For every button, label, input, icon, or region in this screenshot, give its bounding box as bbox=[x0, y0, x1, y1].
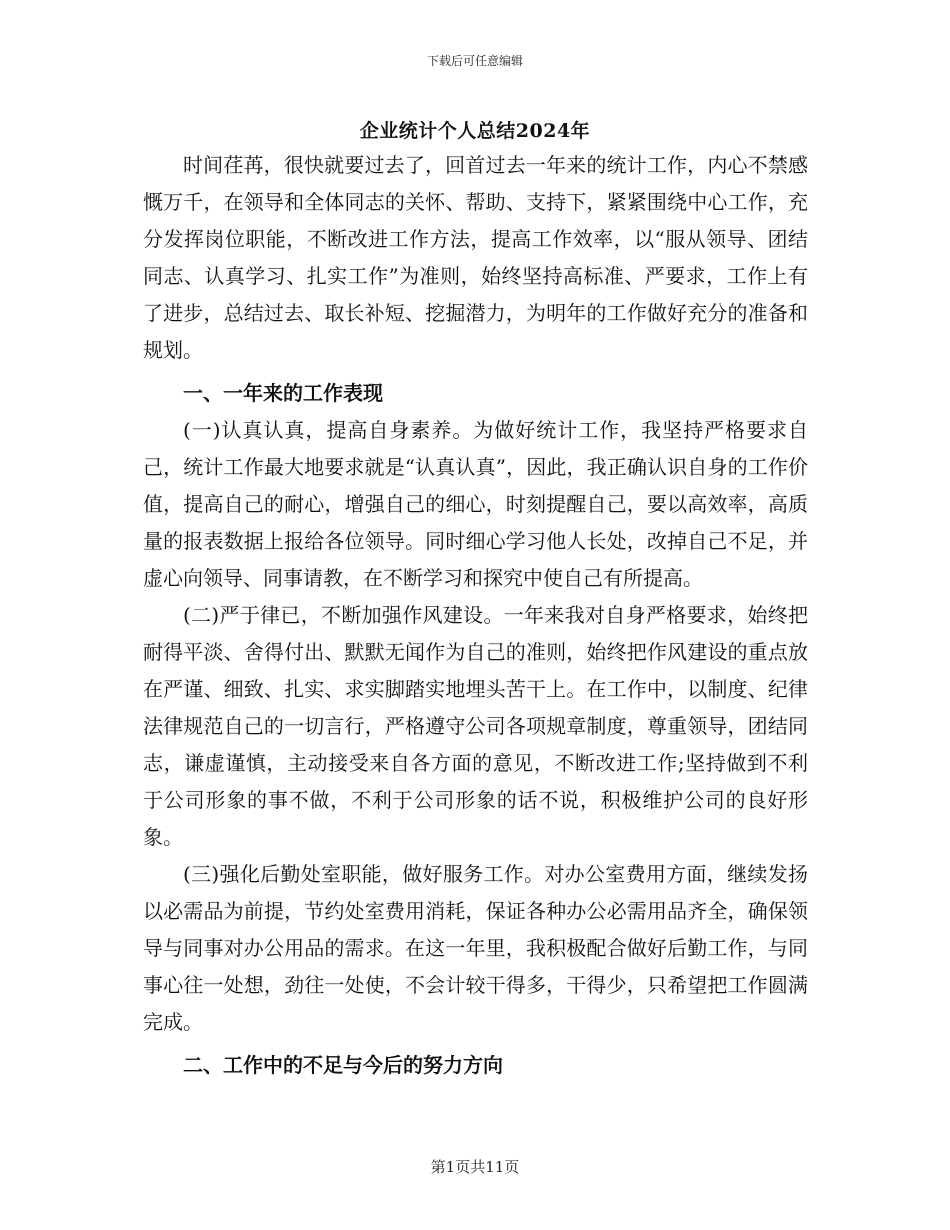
page-header-note: 下载后可任意编辑 bbox=[426, 54, 523, 68]
paragraph-1: (一)认真认真，提高自身素养。为做好统计工作，我坚持严格要求自己，统计工作最大地要求就是“认真认真”，因此，我正确认识自身的工作价值，提高自己的耐心，增强自己的细心，时刻提醒自己，要以高效率，高质量的报表数据上报给各位领导。同时细心学习他人长处，改掉自己不足，并虚心向领导、同事请教，在不断学习和探究中使自己有所提高。 bbox=[143, 418, 808, 590]
paragraph-3: (三)强化后勤处室职能，做好服务工作。对办公室费用方面，继续发扬以必需品为前提，节约处室费用消耗，保证各种办公必需用品齐全，确保领导与同事对办公用品的需求。在这一年里，我积极配合做好后勤工作，与同事心往一处想，劲往一处使，不会计较干得多，干得少，只希望把工作圆满完成。 bbox=[143, 862, 808, 1034]
section-heading-2: 二、工作中的不足与今后的努力方向 bbox=[183, 1053, 503, 1077]
paragraph-2: (二)严于律已，不断加强作风建设。一年来我对自身严格要求，始终把耐得平淡、舍得付出、默默无闻作为自己的准则，始终把作风建设的重点放在严谨、细致、扎实、求实脚踏实地埋头苦干上。在工作中，以制度、纪律法律规范自己的一切言行，严格遵守公司各项规章制度，尊重领导，团结同志，谦虚谨慎，主动接受来自各方面的意见，不断改进工作;坚持做到不利于公司形象的事不做，不利于公司形象的话不说，积极维护公司的良好形象。 bbox=[143, 603, 808, 849]
intro-paragraph: 时间荏苒，很快就要过去了，回首过去一年来的统计工作，内心不禁感慨万千，在领导和全体同志的关怀、帮助、支持下，紧紧围绕中心工作，充分发挥岗位职能，不断改进工作方法，提高工作效率，以“服从领导、团结同志、认真学习、扎实工作”为准则，始终坚持高标准、严要求，工作上有了进步，总结过去、取长补短、挖掘潜力，为明年的工作做好充分的准备和规划。 bbox=[143, 153, 808, 362]
section-heading-1: 一、一年来的工作表现 bbox=[183, 381, 383, 405]
document-title: 企业统计个人总结2024年 bbox=[359, 120, 591, 142]
document-body bbox=[143, 147, 808, 1084]
page-footer-number: 第1页共11页 bbox=[430, 1158, 520, 1176]
